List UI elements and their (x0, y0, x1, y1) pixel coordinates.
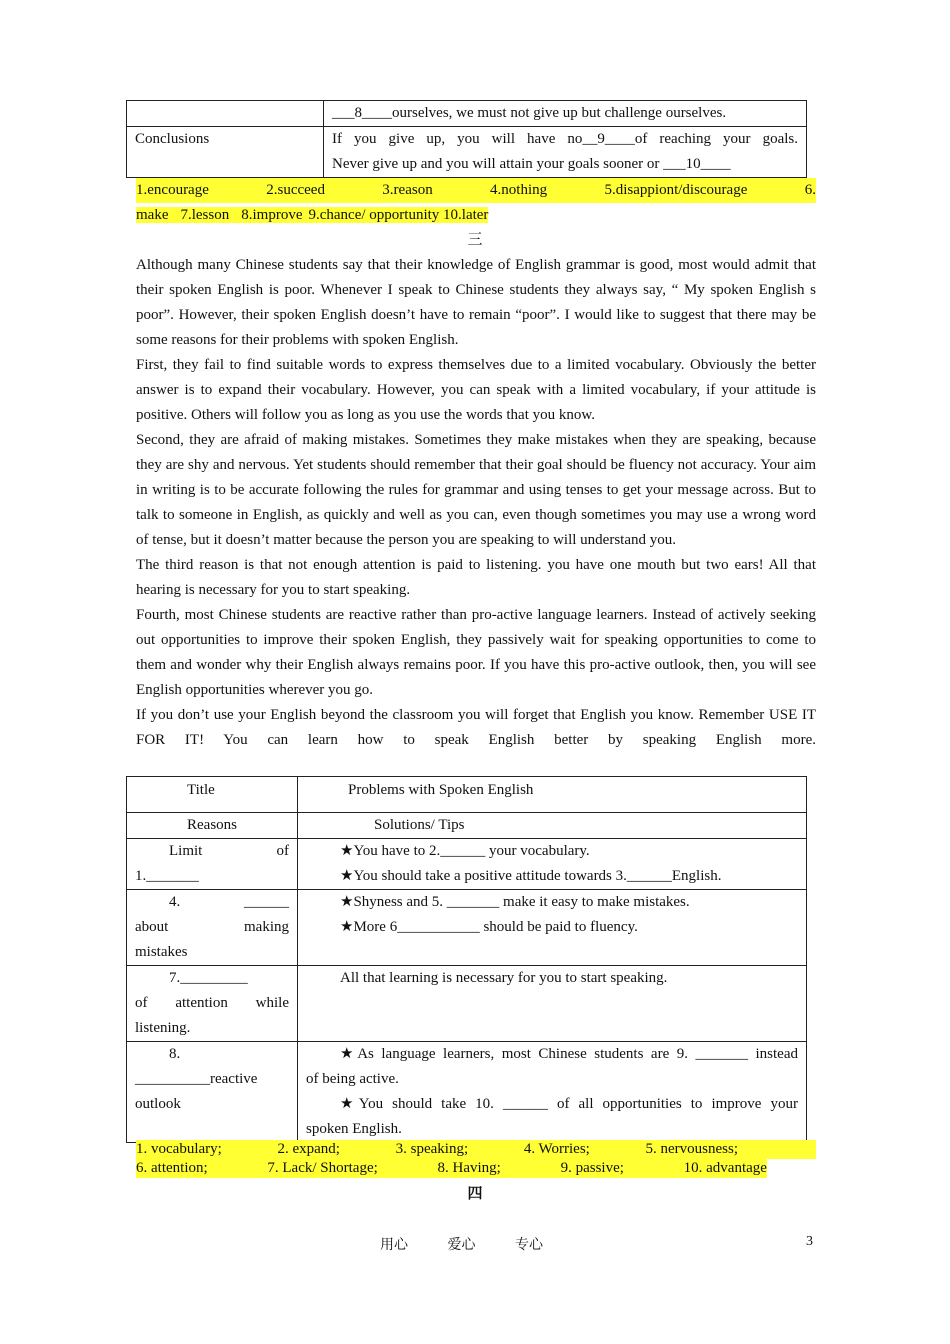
answer-line (136, 178, 816, 203)
answer-item: 5.disappiont/discourage (604, 182, 748, 198)
solution-cell (298, 1042, 807, 1143)
cell-text: 4. (169, 894, 181, 910)
footer-motto (380, 1234, 579, 1254)
cell-text: mistakes (135, 944, 188, 960)
table-cell: ___8____ourselves, we must not give up but challenge ourselves. (324, 101, 807, 127)
answer-line (136, 1140, 816, 1159)
answer-item: 3.reason (382, 182, 433, 198)
essay (136, 253, 816, 753)
answer-item: 1. vocabulary; (136, 1141, 222, 1157)
table-cell (324, 127, 807, 178)
footer-item: 用心 (380, 1238, 408, 1253)
answer-item: 2.succeed (266, 182, 325, 198)
answer-item: 10. advantage (683, 1160, 767, 1176)
section-title: 四 (467, 1186, 483, 1202)
solution-cell (298, 890, 807, 966)
section-title: 三 (467, 232, 483, 248)
answer-item: 6. (804, 182, 816, 198)
essay-paragraph: The third reason is that not enough attention is paid to listening. you have one mouth but two ears! All that hearing is necessary for you to start speaking. (136, 557, 816, 598)
problems-table (126, 776, 807, 1143)
cell-text: Limit (169, 843, 203, 859)
cell-text: All that learning is necessary for you to start speaking. (340, 970, 668, 986)
reason-cell (127, 1042, 298, 1143)
table-header-solutions: Solutions/ Tips (298, 813, 807, 839)
cell-text: ★Shyness and 5. _______ make it easy to make mistakes. (340, 894, 690, 910)
cell-text: ★As language learners, most Chinese students are 9. _______ instead (340, 1046, 798, 1062)
reason-cell (127, 890, 298, 966)
answer-item: 9.chance/ opportunity 10.later (308, 207, 489, 223)
cell-text: of attention while (135, 995, 289, 1011)
cell-text: ★More 6___________ should be paid to fluency. (340, 919, 638, 935)
cell-line: If you give up, you will have no__9____of reaching your goals. (332, 131, 798, 147)
table-header-title-label: Title (127, 777, 298, 813)
solution-cell (298, 966, 807, 1042)
answer-item: 7.lesson (180, 207, 241, 223)
conclusion-table (126, 100, 807, 178)
cell-text: 1._______ (135, 868, 199, 884)
solution-cell (298, 839, 807, 890)
cell-text: ______ (244, 894, 289, 910)
reason-cell (127, 966, 298, 1042)
answer-item: 3. speaking; (395, 1141, 469, 1157)
cell-text: 7._________ (169, 970, 248, 986)
footer-item: 爱心 (447, 1238, 476, 1253)
essay-paragraph: If you don’t use your English beyond the classroom you will forget that English you know. Remember USE IT FOR IT! You can learn how to speak English better by speaking English more. (136, 707, 816, 748)
answer-item: 8.improve (241, 207, 308, 223)
answer-item: make (136, 207, 180, 223)
table-cell-empty (127, 101, 324, 127)
cell-text: ★You should take 10. ______ of all opportunities to improve your (340, 1096, 798, 1112)
answer-item: 1.encourage (136, 182, 209, 198)
table-cell-label: Conclusions (127, 127, 324, 178)
cell-line: Never give up and you will attain your goals sooner or ___10____ (332, 156, 731, 172)
essay-paragraph: Fourth, most Chinese students are reactive rather than pro-active language learners. Instead of actively seeking out opportunities to improve their spoken English, they passively wait for speaking opportunities to come to them and wonder why their English always remains poor. If you have this pro-active outlook, then, you will see English opportunities wherever you go. (136, 607, 816, 698)
answer-item: 9. passive; (560, 1160, 624, 1176)
cell-text: of being active. (306, 1071, 399, 1087)
answer-key-2 (136, 1140, 816, 1178)
cell-text: outlook (135, 1096, 181, 1112)
answer-item: 8. Having; (437, 1160, 501, 1176)
cell-text: ★You should take a positive attitude towards 3.______English. (340, 868, 722, 884)
answer-item: 4.nothing (490, 182, 548, 198)
answer-line (136, 203, 816, 228)
essay-paragraph: Second, they are afraid of making mistakes. Sometimes they make mistakes when they are speaking, because they are shy and nervous. Yet students should remember that their goal should be fluency not accuracy. Your aim in writing is to be accurate following the rules for grammar and using tenses to get your message across. But to talk to someone in English, as quickly and well as you can, even though sometimes you may use a wrong word of tense, but it doesn’t matter because the person you are speaking to will understand you. (136, 432, 816, 548)
cell-text: listening. (135, 1020, 191, 1036)
cell-text: about (135, 919, 169, 935)
answer-line (136, 1159, 767, 1178)
cell-text: 8. (169, 1046, 181, 1062)
essay-paragraph: Although many Chinese students say that their knowledge of English grammar is good, most would admit that their spoken English is poor. Whenever I speak to Chinese students they always say, “ My spoken English s poor”. However, their spoken English doesn’t have to remain “poor”. I would like to suggest that there may be some reasons for their problems with spoken English. (136, 257, 816, 348)
cell-text: ★You have to 2.______ your vocabulary. (340, 843, 590, 859)
footer-item: 专心 (515, 1238, 543, 1253)
answer-item: 6. attention; (136, 1160, 208, 1176)
cell-text: of (276, 843, 289, 859)
essay-paragraph: First, they fail to find suitable words to express themselves due to a limited vocabulary. Obviously the better answer is to expand their vocabulary. However, you can speak with a limited vocabulary, if your attitude is positive. Others will follow you as long as you use the words that you know. (136, 357, 816, 423)
answer-item: 7. Lack/ Shortage; (267, 1160, 378, 1176)
answer-key-1 (136, 178, 816, 228)
reason-cell (127, 839, 298, 890)
answer-item: 5. nervousness; (645, 1141, 738, 1157)
table-header-reasons: Reasons (127, 813, 298, 839)
cell-text: __________reactive (135, 1071, 258, 1087)
table-header-title-value: Problems with Spoken English (298, 777, 807, 813)
page-number: 3 (806, 1234, 813, 1249)
cell-text: making (244, 919, 289, 935)
answer-item: 2. expand; (277, 1141, 340, 1157)
cell-text: spoken English. (306, 1121, 402, 1137)
answer-item: 4. Worries; (523, 1141, 590, 1157)
